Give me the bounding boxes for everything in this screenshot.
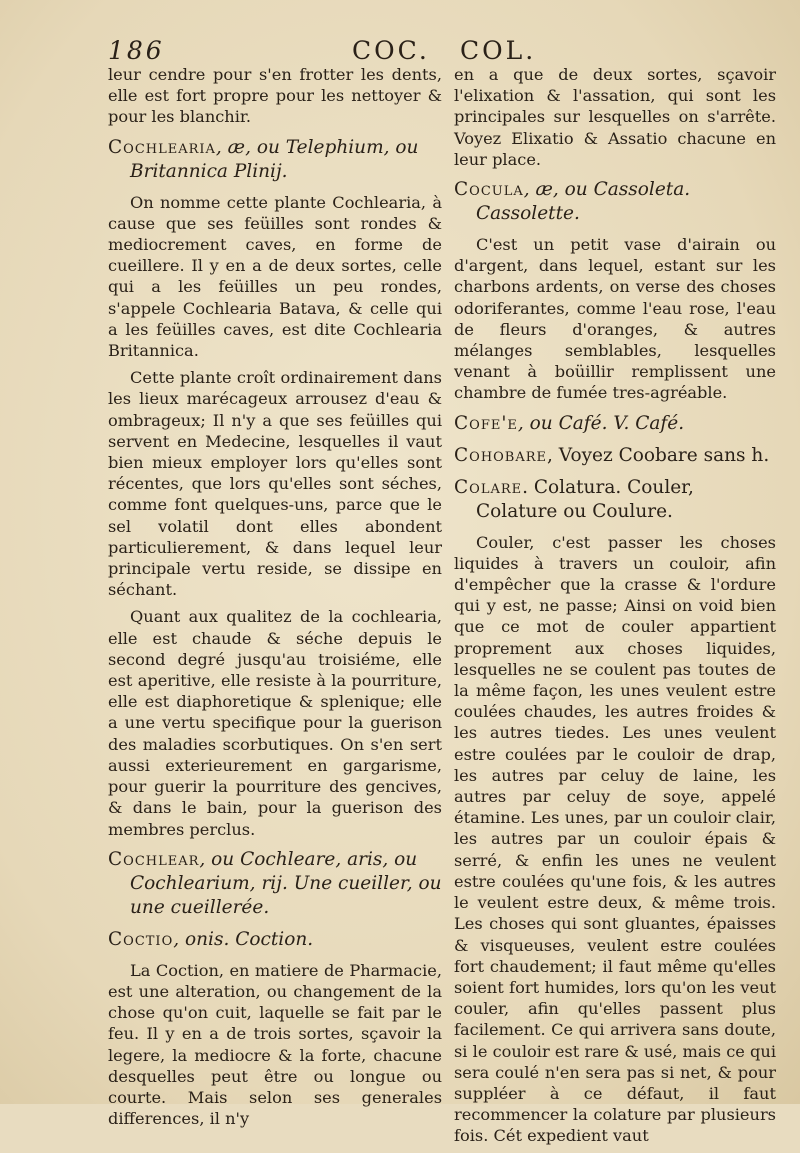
- headword: Cofe'e: [454, 412, 518, 434]
- paragraph: Cette plante croît ordinairement dans les lieux marécageux arrousez d'eau & ombrageux; Il n'y a que ses feüilles qui servent en Medecine, lesquelles il vaut bien mieux employer lors qu'elles sont récentes, que lors qu'elles sont séches, comme font quelques-uns, parce que le sel volatil dont elles abondent particulierement, & dans lequel leur principale vertu reside, se dissipe en séchant.: [108, 368, 442, 600]
- paragraph: On nomme cette plante Cochlearia, à cause que ses feüilles sont rondes & mediocrement caves, en forme de cueillere. Il y en a de deux sortes, celle qui a les feüilles un peu rondes, s'appele Cochlearia Batava, & celle qui a les feüilles caves, est dite Cochlearia Britannica.: [108, 192, 442, 361]
- entry-variants: . Colatura. Couler, Colature ou Coulure.: [476, 476, 694, 522]
- left-column: [108, 64, 442, 1135]
- paragraph: C'est un petit vase d'airain ou d'argent, dans lequel, estant sur les charbons ardents, on verse des choses odoriferantes, comme l'eau rose, l'eau de fleurs d'oranges, & autres mélanges semblables, lesquelles venant à boüillir remplissent une chambre de fumée tres-agréable.: [454, 235, 776, 403]
- entry-cocula: [454, 178, 776, 226]
- headword: Cohobare: [454, 444, 548, 466]
- entry-variants: , ou Cochleare, aris, ou Cochlearium, rij. Une cueiller, ou une cueillerée.: [130, 848, 442, 918]
- page-number: 186: [108, 36, 165, 65]
- headword: Cochlear: [108, 848, 200, 870]
- paragraph: La Coction, en matiere de Pharmacie, est une alteration, ou changement de la chose qu'on cuit, laquelle se fait par le feu. Il y en a de trois sortes, sçavoir la legere, la mediocre & la forte, chacune desquelles peut être ou longue ou courte. Mais selon ses generales differences, il n'y: [108, 960, 442, 1129]
- headword: Coctio: [108, 928, 174, 950]
- entry-cohobare: [454, 444, 776, 468]
- entry-cofee: [454, 412, 776, 436]
- entry-variants: , ou Café. V. Café.: [517, 412, 685, 434]
- entry-colare: [454, 476, 776, 524]
- entry-variants: , æ, ou Telephium, ou Britannica Plinij.: [130, 136, 419, 182]
- headword: Cochlearia: [108, 136, 216, 158]
- paragraph: Quant aux qualitez de la cochlearia, elle est chaude & séche depuis le second degré jusqu'au troisiéme, elle est aperitive, elle resiste à la pourriture, elle est diaphoretique & splenique; elle a une vertu specifique pour la guerison des maladies scorbutiques. On s'en sert aussi exterieurement en gargarisme, pour guerir la pourriture des gencives, & dans le bain, pour la guerison des membres perclus.: [108, 607, 442, 839]
- entry-variants: , æ, ou Cassoleta. Cassolette.: [476, 179, 691, 225]
- entry-cochlearia: [108, 136, 442, 184]
- left-running-head: COC.: [352, 36, 430, 65]
- entry-variants: , Voyez Coobare sans h.: [547, 444, 770, 466]
- right-running-head: COL.: [460, 36, 537, 65]
- running-header: [108, 36, 570, 66]
- entry-coctio: [108, 928, 442, 952]
- entry-variants: , onis. Coction.: [173, 928, 314, 950]
- right-column: [454, 64, 776, 1153]
- paragraph: Couler, c'est passer les choses liquides à travers un couloir, afin d'empêcher que la crasse & l'ordure qui y est, ne passe; Ainsi on void bien que ce mot de couler appartient proprement aux choses liquides, lesquelles ne se coulent pas toutes de la même façon, les unes veulent estre coulées chaudes, les autres froides & les autres tiedes. Les unes veulent estre coulées par le couloir de drap, les autres par celuy de laine, les autres par celuy de soye, appelé étamine. Les unes, par un couloir clair, les autres par un couloir épais & serré, & enfin les unes ne veulent estre coulées qu'une fois, & les autres le veulent estre deux, & même trois. Les choses qui sont gluantes, épaisses & visqueuses, veulent estre coulées fort chaudement; il faut même qu'elles soient fort humides, lors qu'on les veut couler, afin qu'elles passent plus facilement. Ce qui arrivera sans doute, si le couloir est rare & usé, mais ce qui sera coulé n'en sera pas si net, & pour suppléer à ce défaut, il faut recommencer la colature par plusieurs fois. Cét expedient vaut: [454, 532, 776, 1146]
- continuation-text: leur cendre pour s'en frotter les dents, elle est fort propre pour les nettoyer & pour les blanchir.: [108, 65, 442, 127]
- headword: Cocula: [454, 179, 524, 201]
- continuation-text: en a que de deux sortes, sçavoir l'elixation & l'assation, qui sont les principales sur lesquelles on s'arrête. Voyez Elixatio & Assatio chacune en leur place.: [454, 65, 776, 169]
- headword: Colare: [454, 476, 523, 498]
- entry-cochlear: [108, 848, 442, 920]
